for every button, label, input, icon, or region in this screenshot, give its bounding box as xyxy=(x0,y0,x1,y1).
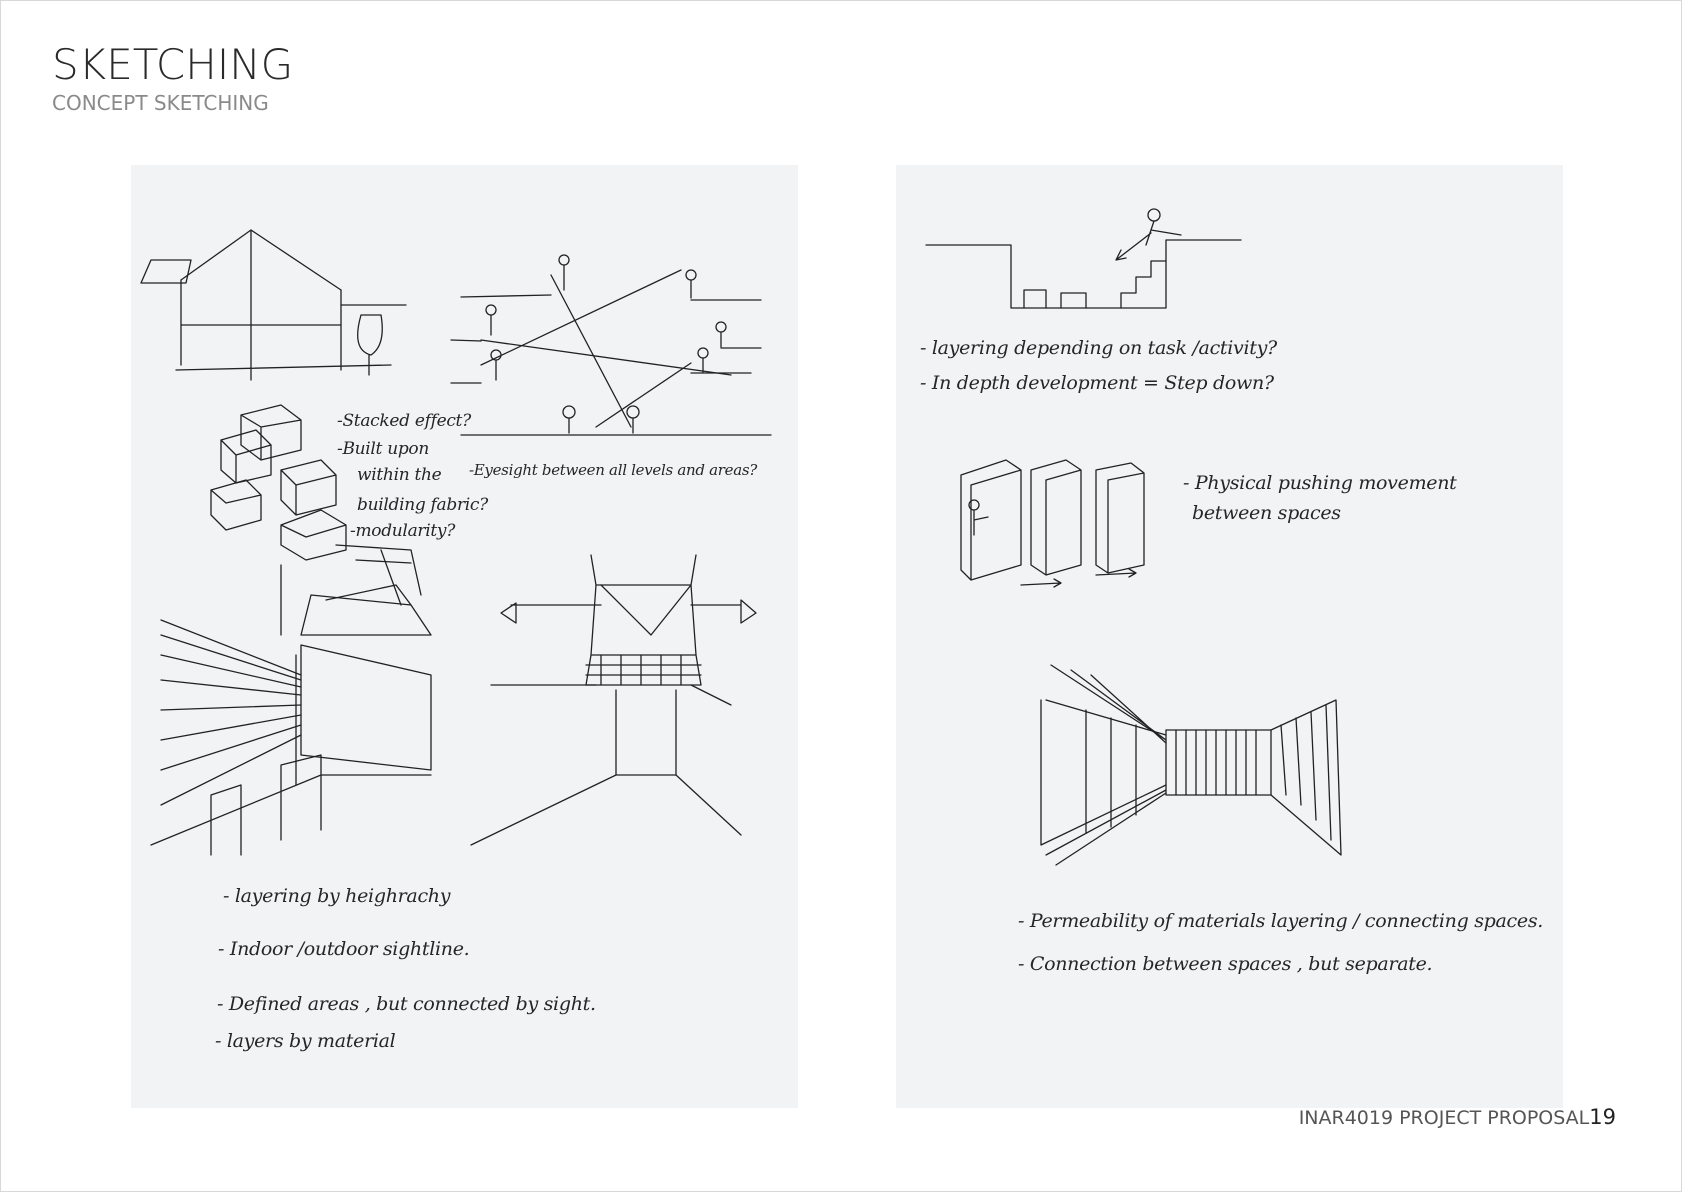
interior-perspective-sketch xyxy=(151,545,431,855)
note-defined-areas: - Defined areas , but connected by sight. xyxy=(217,993,596,1015)
right-sketch-sheet xyxy=(896,165,1563,1108)
page-footer xyxy=(1299,1107,1616,1128)
note-connection: - Connection between spaces , but separate. xyxy=(1018,953,1433,975)
boundary-perspective-sketch xyxy=(471,555,756,845)
note-physical-pushing-2: between spaces xyxy=(1192,502,1341,524)
note-physical-pushing-1: - Physical pushing movement xyxy=(1183,472,1457,494)
house-sketch xyxy=(141,230,406,380)
note-built-upon-1: -Built upon xyxy=(337,439,430,459)
note-sightline: - Indoor /outdoor sightline. xyxy=(218,938,470,960)
note-layering-task: - layering depending on task /activity? xyxy=(920,337,1277,359)
left-sketch-sheet xyxy=(131,165,798,1108)
left-sketches xyxy=(131,165,798,1108)
note-permeability: - Permeability of materials layering / connecting spaces. xyxy=(1018,910,1544,932)
step-down-section-sketch xyxy=(926,209,1241,308)
pushing-movement-sketch xyxy=(961,460,1144,587)
page-subtitle: CONCEPT SKETCHING xyxy=(52,91,269,115)
note-hierarchy: - layering by heighrachy xyxy=(223,885,451,907)
eyesight-levels-sketch xyxy=(451,255,771,435)
page-number: 19 xyxy=(1589,1105,1616,1129)
note-depth-development: - In depth development = Step down? xyxy=(920,372,1274,394)
stacked-boxes-sketch xyxy=(211,405,346,560)
note-modularity: -modularity? xyxy=(350,521,456,541)
note-stacked-effect: -Stacked effect? xyxy=(337,411,471,431)
note-built-upon-2: within the xyxy=(357,465,442,485)
footer-label: INAR4019 PROJECT PROPOSAL xyxy=(1298,1107,1590,1129)
note-layers-material: - layers by material xyxy=(215,1030,396,1052)
corridor-perspective-sketch xyxy=(1041,665,1341,865)
note-eyesight: -Eyesight between all levels and areas? xyxy=(469,461,757,479)
note-built-upon-3: building fabric? xyxy=(357,495,488,515)
page-title: SKETCHING xyxy=(52,40,294,89)
